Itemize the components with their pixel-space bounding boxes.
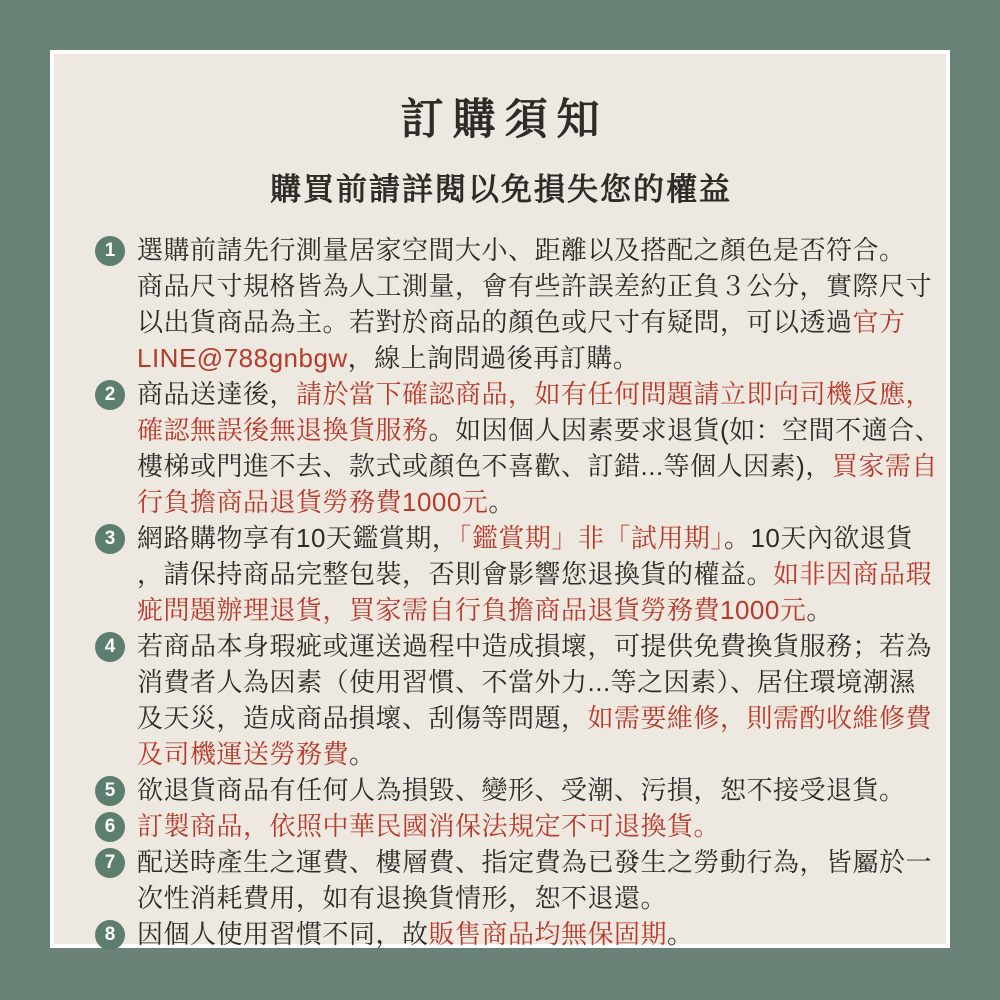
- body-text: 次性消耗費用，如有退換貨情形，恕不退還。: [137, 883, 668, 913]
- notice-panel: [50, 50, 950, 948]
- body-text: 網路購物享有10天鑑賞期，: [137, 523, 459, 553]
- item-number-badge: 7: [95, 848, 125, 878]
- item-number-badge: 4: [95, 632, 125, 662]
- item-text: [137, 772, 912, 808]
- highlighted-text: 「鑑賞期」非「試用期」: [458, 523, 724, 553]
- highlighted-text: 請於當下確認商品，如有任何問題請立即向司機反應，: [296, 379, 933, 409]
- text-line: [137, 664, 916, 700]
- body-text: 商品尺寸規格皆為人工測量，會有些許誤差約正負３公分，實際尺寸: [137, 271, 933, 301]
- text-line: [137, 772, 912, 808]
- page-title: 訂購須知: [400, 96, 609, 144]
- text-line: [137, 448, 938, 484]
- highlighted-text: 如非因商品瑕: [773, 559, 933, 589]
- body-text: 若商品本身瑕疵或運送過程中造成損壞，可提供免費換貨服務；若為: [137, 631, 933, 661]
- item-text: [137, 232, 933, 376]
- text-line: [137, 880, 912, 916]
- body-text: 以出貨商品為主。若對於商品的顏色或尺寸有疑問，可以透過: [137, 307, 853, 337]
- text-line: [137, 520, 912, 556]
- item-number-badge: 3: [95, 524, 125, 554]
- item-text: [137, 376, 942, 520]
- body-text: ，線上詢問過後再訂購。: [347, 343, 640, 373]
- item-text: [137, 844, 933, 916]
- item-text: [137, 808, 912, 844]
- body-text: 。: [488, 487, 515, 517]
- highlighted-text: 疵問題辦理退貨，買家需自行負擔商品退貨勞務費1000元: [137, 595, 807, 625]
- body-text: 消費者人為因素（使用習慣、不當外力...等之因素）、居住環境潮濕: [137, 667, 916, 697]
- text-line: [137, 628, 933, 664]
- text-line: [137, 232, 912, 268]
- body-text: 配送時產生之運費、樓層費、指定費為已發生之勞動行為，皆屬於一: [137, 847, 933, 877]
- highlighted-text: 確認無誤後無退換貨服務: [137, 415, 429, 445]
- item-number-badge: 6: [95, 812, 125, 842]
- text-line: [137, 844, 933, 880]
- item-text: [137, 628, 933, 772]
- notice-item-1: [95, 232, 933, 376]
- body-text: 。如因個人因素要求退貨(如：空間不適合、: [428, 415, 942, 445]
- body-text: 因個人使用習慣不同，故: [137, 919, 429, 949]
- text-line: [137, 556, 933, 592]
- body-text: 樓梯或門進不去、款式或顏色不喜歡、訂錯...等個人因素)，: [137, 451, 832, 481]
- notice-item-2: [95, 376, 942, 520]
- highlighted-text: 及司機運送勞務費: [137, 739, 350, 769]
- text-line: [137, 808, 912, 844]
- body-text: ，請保持商品完整包裝，否則會影響您退換貨的權益。: [137, 559, 774, 589]
- body-text: 。: [667, 919, 694, 949]
- notice-item-8: [95, 916, 912, 952]
- body-text: 及天災，造成商品損壞、刮傷等問題，: [137, 703, 588, 733]
- item-text: [137, 916, 912, 952]
- item-number-badge: 8: [95, 920, 125, 950]
- body-text: 選購前請先行測量居家空間大小、距離以及搭配之顏色是否符合。: [137, 235, 906, 265]
- text-line: [137, 268, 933, 304]
- text-line: [137, 700, 933, 736]
- notice-list: [54, 232, 946, 952]
- text-line: [137, 736, 912, 772]
- item-number-badge: 2: [95, 380, 125, 410]
- page-subtitle: 購買前請詳閱以免損失您的權益: [270, 172, 732, 207]
- text-line: [137, 304, 912, 340]
- body-text: 。: [806, 595, 833, 625]
- item-number-badge: 5: [95, 776, 125, 806]
- notice-item-6: [95, 808, 912, 844]
- highlighted-text: 販售商品均無保固期: [428, 919, 668, 949]
- highlighted-text: 如需要維修，則需酌收維修費: [587, 703, 933, 733]
- highlighted-text: 行負擔商品退貨勞務費1000元: [137, 487, 489, 517]
- text-line: [137, 484, 912, 520]
- item-text: [137, 520, 933, 628]
- notice-item-7: [95, 844, 933, 916]
- highlighted-text: 訂製商品，依照中華民國消保法規定不可退換貨。: [137, 811, 721, 841]
- text-line: [137, 340, 912, 376]
- highlighted-text: 買家需自: [831, 451, 938, 481]
- text-line: [137, 412, 942, 448]
- text-line: [137, 592, 912, 628]
- notice-item-4: [95, 628, 933, 772]
- highlighted-text: 官方: [852, 307, 906, 337]
- body-text: 。10天內欲退貨: [723, 523, 913, 553]
- body-text: 欲退貨商品有任何人為損毀、變形、受潮、污損，恕不接受退貨。: [137, 775, 906, 805]
- body-text: 。: [349, 739, 376, 769]
- body-text: 商品送達後，: [137, 379, 297, 409]
- notice-item-3: [95, 520, 933, 628]
- highlighted-text: LINE@788gnbgw: [137, 343, 348, 373]
- item-number-badge: 1: [95, 236, 125, 266]
- text-line: [137, 376, 933, 412]
- notice-item-5: [95, 772, 912, 808]
- text-line: [137, 916, 912, 952]
